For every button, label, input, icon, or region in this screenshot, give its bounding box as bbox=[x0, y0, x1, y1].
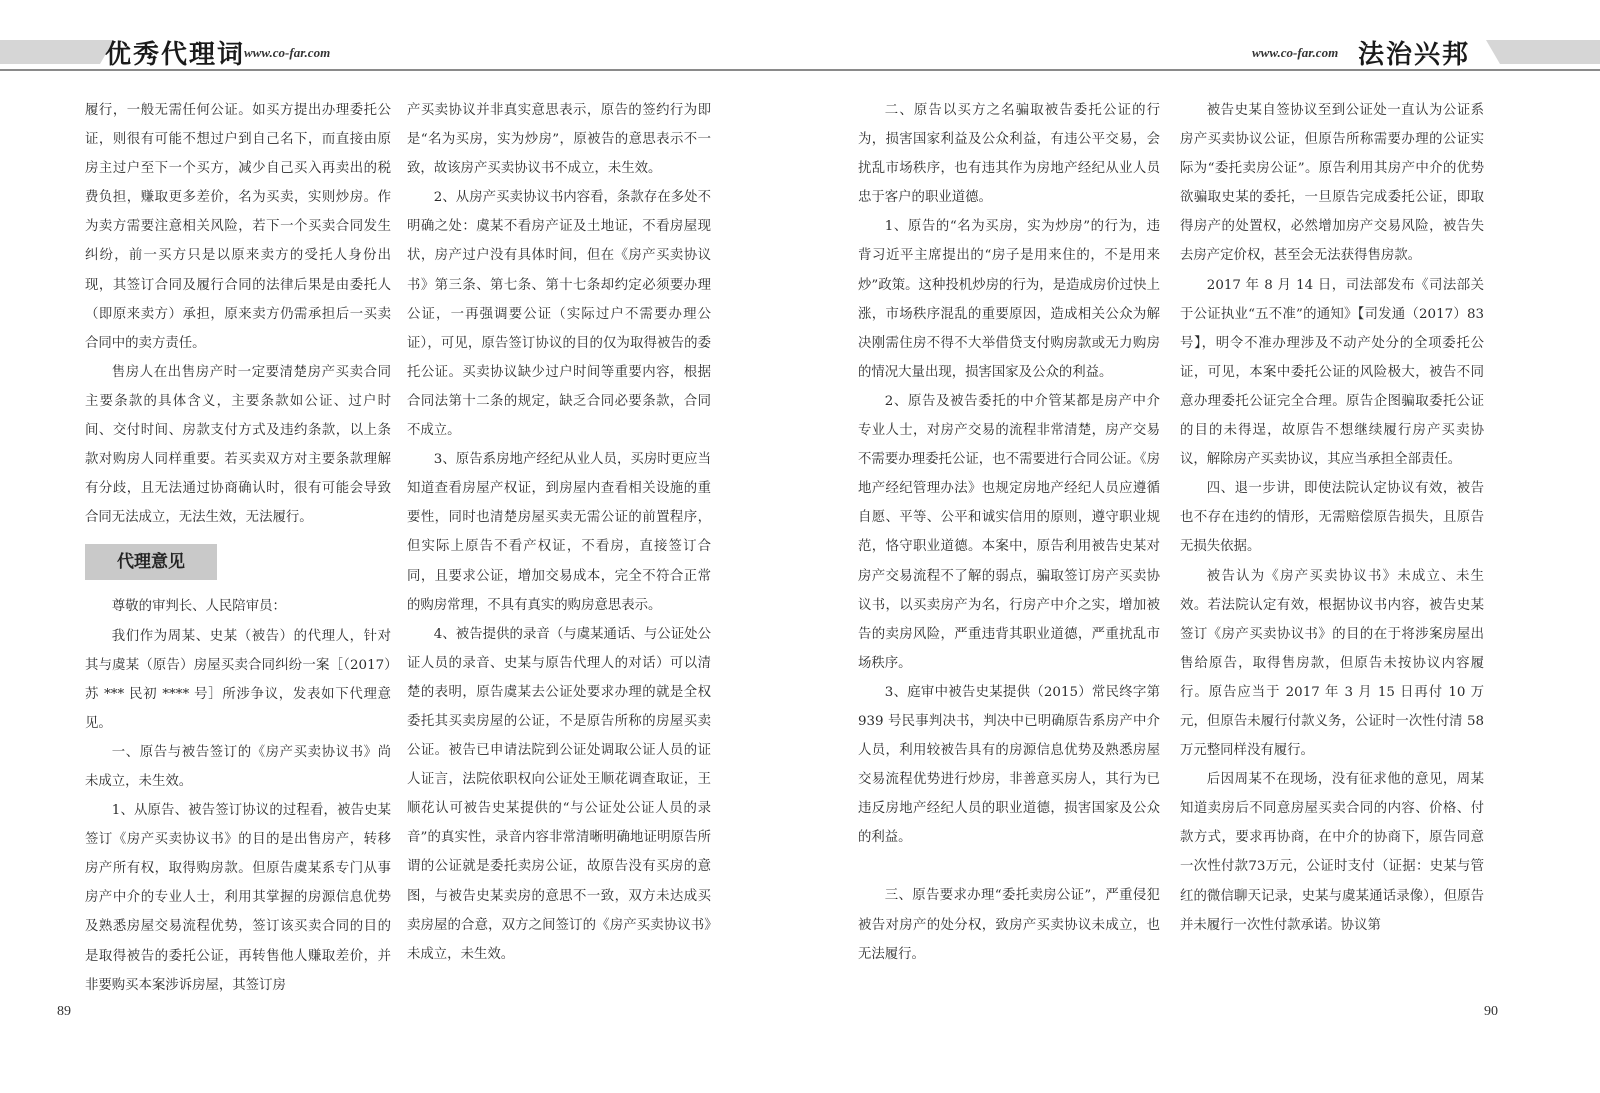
paragraph: 1、原告的“名为买房，实为炒房”的行为，违背习近平主席提出的“房子是用来住的，不是用来炒”政策。这种投机炒房的行为，是造成房价过快上涨，市场秩序混乱的重要原因，造成相关公众为解决刚需住房不得不大举借贷支付购房款或无力购房的情况大量出现，损害国家及公众的利益。 bbox=[858, 219, 1160, 380]
paragraph: 售房人在出售房产时一定要清楚房产买卖合同主要条款的具体含义，主要条款如公证、过户时间、交付时间、房款支付方式及违约条款，以上条款对购房人同样重要。若买卖双方对主要条款理解有分歧，且无法通过协商确认时，很有可能会导致合同无法成立，无法生效，无法履行。 bbox=[85, 364, 391, 526]
paragraph: 履行，一般无需任何公证。如买方提出办理委托公证，则很有可能不想过户到自己名下，而直接由原房主过户至下一个买方，减少自己买入再卖出的税费负担，赚取更多差价，名为买卖，实则炒房。作为卖方需要注意相关风险，若下一个买卖合同发生纠纷，前一买方只是以原来卖方的受托人身份出现，其签订合同及履行合同的法律后果是由委托人（即原来卖方）承担，原来卖方仍需承担后一买卖合同中的卖方责任。 bbox=[85, 103, 391, 351]
paragraph: 2017 年 8 月 14 日，司法部发布《司法部关于公证执业“五不准”的通知》【司发通（2017）83 号】，明令不准办理涉及不动产处分的全项委托公证，可见，本案中委托公证的风险极大，被告不同意办理委托公证完全合理。原告企图骗取委托公证的目的未得逞，故原告不想继续履行房产买卖协议，解除房产买卖协议，其应当承担全部责任。 bbox=[1180, 277, 1484, 468]
text-column-3 bbox=[858, 96, 1160, 969]
paragraph: 2、从房产买卖协议书内容看，条款存在多处不明确之处：虞某不看房产证及土地证，不看房屋现状，房产过户没有具体时间，但在《房产买卖协议书》第三条、第七条、第十七条却约定必须要办理公证，一再强调要公证（实际过户不需要办理公证），可见，原告签订协议的目的仅为取得被告的委托公证。买卖协议缺少过户时间等重要内容，根据合同法第十二条的规定，缺乏合同必要条款，合同不成立。 bbox=[407, 190, 711, 439]
paragraph: 被告史某自签协议至到公证处一直认为公证系房产买卖协议公证，但原告所称需要办理的公证实际为“委托卖房公证”。原告利用其房产中介的优势欲骗取史某的委托，一旦原告完成委托公证，即取得房产的处置权，必然增加房产交易风险，被告失去房产定价权，甚至会无法获得售房款。 bbox=[1180, 103, 1484, 264]
section-title-left: 优秀代理词 bbox=[105, 40, 246, 70]
paragraph: 4、被告提供的录音（与虞某通话、与公证处公证人员的录音、史某与原告代理人的对话）可以清楚的表明，原告虞某去公证处要求办理的就是全权委托其买卖房屋的公证，不是原告所称的房屋买卖公证。被告已申请法院到公证处调取公证人员的证人证言，法院依职权向公证处王顺花调查取证，王顺花认可被告史某提供的“与公证处公证人员的录音”的真实性，录音内容非常清晰明确地证明原告所谓的公证就是委托卖房公证，故原告没有买房的意图，与被告史某卖房的意思不一致，双方未达成买卖房屋的合意，双方之间签订的《房产买卖协议书》未成立，未生效。 bbox=[407, 626, 711, 962]
header-band-right bbox=[1500, 40, 1600, 64]
section-title-right: 法治兴邦 bbox=[1358, 40, 1471, 70]
page-number-left: 89 bbox=[57, 1004, 71, 1019]
website-url-right: www.co-far.com bbox=[1252, 45, 1339, 60]
section-heading-box: 代理意见 bbox=[85, 544, 217, 580]
text-column-2 bbox=[407, 96, 711, 969]
paragraph: 四、退一步讲，即使法院认定协议有效，被告也不存在违约的情形，无需赔偿原告损失，且原告无损失依据。 bbox=[1180, 481, 1484, 555]
paragraph: 一、原告与被告签订的《房产买卖协议书》尚未成立，未生效。 bbox=[85, 744, 391, 789]
paragraph: 3、原告系房地产经纪从业人员，买房时更应当知道查看房屋产权证，到房屋内查看相关设施的重要性，同时也清楚房屋买卖无需公证的前置程序，但实际上原告不看产权证，不看房，直接签订合同，且要求公证，增加交易成本，完全不符合正常的购房常理，不具有真实的购房意思表示。 bbox=[407, 452, 711, 613]
paragraph: 后因周某不在现场，没有征求他的意见，周某知道卖房后不同意房屋买卖合同的内容、价格、付款方式，要求再协商，在中介的协商下，原告同意一次性付款73万元，公证时支付（证据：史某与管红的微信聊天记录，史某与虞某通话录像），但原告并未履行一次性付款承诺。协议第 bbox=[1180, 772, 1484, 933]
header-rule-right bbox=[800, 69, 1600, 71]
page-number-right: 90 bbox=[1484, 1004, 1498, 1019]
header-band-left bbox=[0, 40, 100, 64]
text-column-1 bbox=[85, 96, 391, 1000]
paragraph: 二、原告以买方之名骗取被告委托公证的行为，损害国家利益及公众利益，有违公平交易，会扰乱市场秩序，也有违其作为房地产经纪从业人员忠于客户的职业道德。 bbox=[858, 103, 1160, 206]
paragraph-gap bbox=[858, 852, 1160, 881]
paragraph: 产买卖协议并非真实意思表示，原告的签约行为即是“名为买房，实为炒房”，原被告的意思表示不一致，故该房产买卖协议书不成立，未生效。 bbox=[407, 103, 711, 177]
paragraph: 1、从原告、被告签订协议的过程看，被告史某签订《房产买卖协议书》的目的是出售房产，转移房产所有权，取得购房款。但原告虞某系专门从事房产中介的专业人士，利用其掌握的房源信息优势及熟悉房屋交易流程优势，签订该买卖合同的目的是取得被告的委托公证，再转售他人赚取差价，并非要购买本案涉诉房屋，其签订房 bbox=[85, 803, 391, 993]
paragraph: 尊敬的审判长、人民陪审员： bbox=[111, 599, 286, 615]
paragraph: 我们作为周某、史某（被告）的代理人，针对其与虞某（原告）房屋买卖合同纠纷一案［（2017）苏 *** 民初 **** 号］所涉争议，发表如下代理意见。 bbox=[85, 628, 391, 731]
website-url-left: www.co-far.com bbox=[244, 45, 331, 60]
paragraph: 三、原告要求办理“委托卖房公证”，严重侵犯被告对房产的处分权，致房产买卖协议未成立，也无法履行。 bbox=[858, 888, 1160, 962]
text-column-4 bbox=[1180, 96, 1484, 940]
paragraph: 2、原告及被告委托的中介管某都是房产中介专业人士，对房产交易的流程非常清楚，房产交易不需要办理委托公证，也不需要进行合同公证。《房地产经纪管理办法》也规定房地产经纪人员应遵循自愿、平等、公平和诚实信用的原则，遵守职业规范，恪守职业道德。本案中，原告利用被告史某对房产交易流程不了解的弱点，骗取签订房产买卖协议书，以买卖房产为名，行房产中介之实，增加被告的卖房风险，严重违背其职业道德，严重扰乱市场秩序。 bbox=[858, 393, 1160, 671]
paragraph: 3、庭审中被告史某提供（2015）常民终字第 939 号民事判决书，判决中已明确原告系房产中介人员，利用较被告具有的房源信息优势及熟悉房屋交易流程优势进行炒房，非善意买房人，其行为已违反房地产经纪人员的职业道德，损害国家及公众的利益。 bbox=[858, 684, 1160, 846]
paragraph: 被告认为《房产买卖协议书》未成立、未生效。若法院认定有效，根据协议书内容，被告史某签订《房产买卖协议书》的目的在于将涉案房屋出售给原告，取得售房款，但原告未按协议内容履行。原告应当于 2017 年 3 月 15 日再付 10 万元，但原告未履行付款义务，公证时一次性付清 58 万元整同样没有履行。 bbox=[1180, 568, 1484, 759]
